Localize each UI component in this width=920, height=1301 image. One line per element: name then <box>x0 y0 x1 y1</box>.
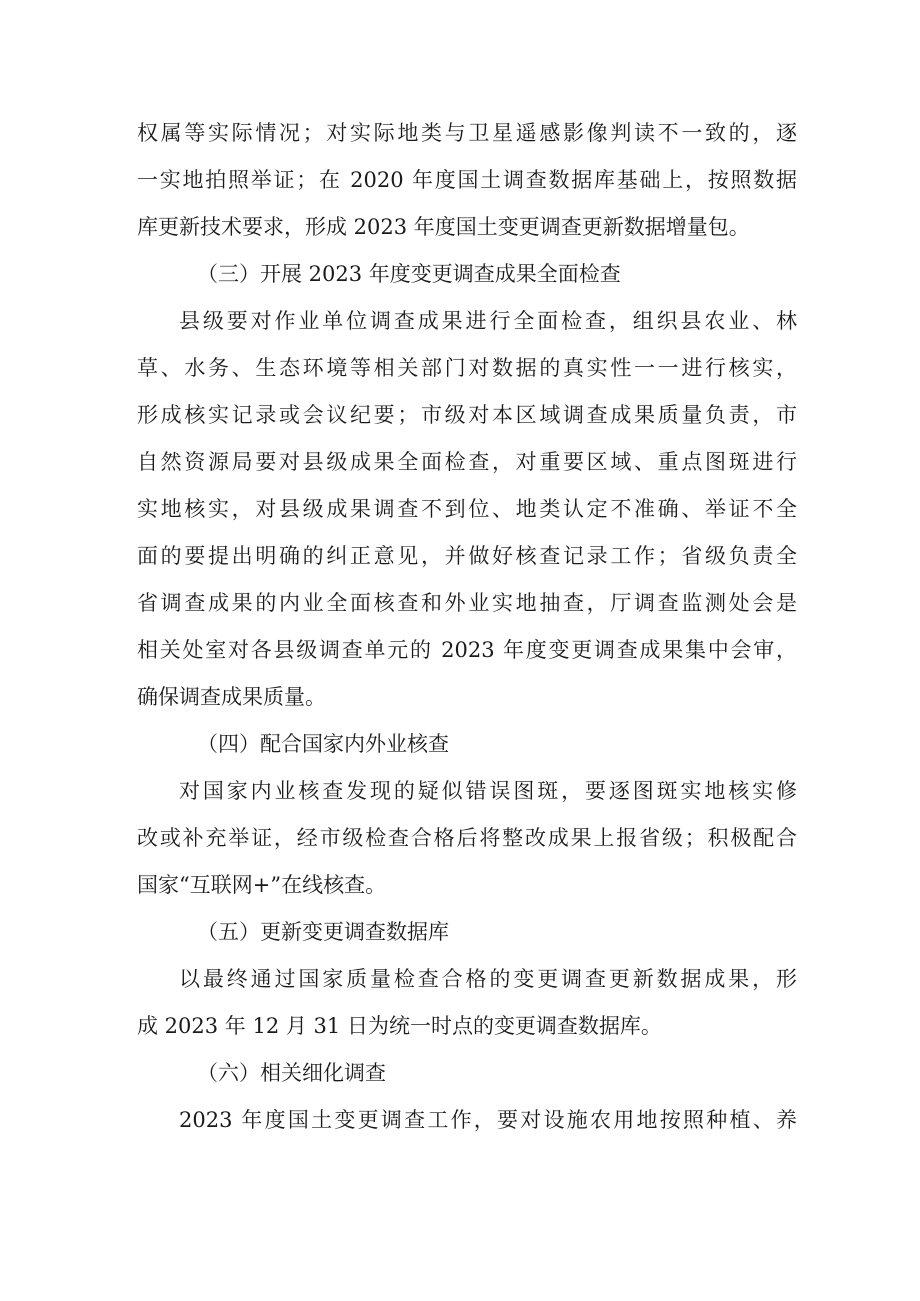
paragraph-line: 一实地拍照举证；在 2020 年度国土调查数据库基础上，按照数据 <box>137 168 797 192</box>
paragraph-line: 相关处室对各县级调查单元的 2023 年度变更调查成果集中会审， <box>137 638 797 662</box>
paragraph-line: 县级要对作业单位调查成果进行全面检查，组织县农业、林 <box>179 309 797 333</box>
section-heading: （五）更新变更调查数据库 <box>197 920 449 944</box>
section-heading: （四）配合国家内外业核查 <box>197 732 449 756</box>
section-heading: （三）开展 2023 年度变更调查成果全面检查 <box>197 262 621 286</box>
paragraph-line: 权属等实际情况；对实际地类与卫星遥感影像判读不一致的，逐 <box>137 121 797 145</box>
paragraph-line: 省调查成果的内业全面核查和外业实地抽查，厅调查监测处会是 <box>137 591 797 615</box>
paragraph-line: 成 2023 年 12 月 31 日为统一时点的变更调查数据库。 <box>137 1014 662 1038</box>
paragraph-line: 2023 年度国土变更调查工作，要对设施农用地按照种植、养 <box>179 1108 797 1132</box>
paragraph-line: 国家“互联网+”在线核查。 <box>137 873 387 897</box>
document-body <box>137 110 797 1144</box>
paragraph-line: 以最终通过国家质量检查合格的变更调查更新数据成果，形 <box>179 967 797 991</box>
paragraph-line: 面的要提出明确的纠正意见，并做好核查记录工作；省级负责全 <box>137 544 797 568</box>
paragraph-line: 库更新技术要求，形成 2023 年度国土变更调查更新数据增量包。 <box>137 215 750 239</box>
paragraph-line: 实地核实，对县级成果调查不到位、地类认定不准确、举证不全 <box>137 497 797 521</box>
paragraph-line: 草、水务、生态环境等相关部门对数据的真实性一一进行核实， <box>137 356 797 380</box>
paragraph-line: 自然资源局要对县级成果全面检查，对重要区域、重点图斑进行 <box>137 450 797 474</box>
paragraph-line: 确保调查成果质量。 <box>137 685 326 709</box>
paragraph-line: 改或补充举证，经市级检查合格后将整改成果上报省级；积极配合 <box>137 826 797 850</box>
paragraph-line: 形成核实记录或会议纪要；市级对本区域调查成果质量负责，市 <box>137 403 797 427</box>
paragraph-line: 对国家内业核查发现的疑似错误图斑，要逐图斑实地核实修 <box>179 779 797 803</box>
section-heading: （六）相关细化调查 <box>197 1061 386 1085</box>
